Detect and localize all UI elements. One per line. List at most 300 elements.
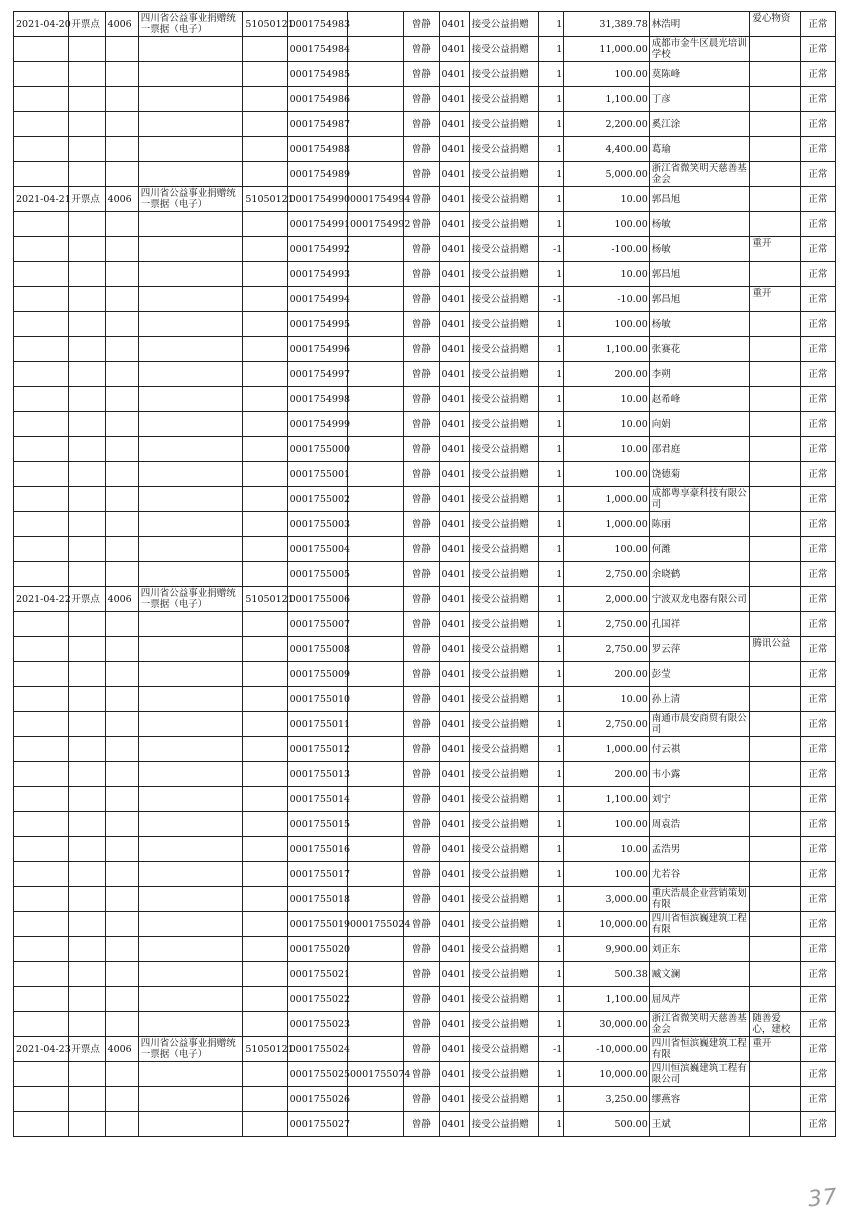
cell-item-code: 0401 [439,312,469,337]
cell-bill-code [243,812,287,837]
cell-amount: 200.00 [564,362,650,387]
cell-bill-type [138,87,243,112]
cell-bill-type [138,937,243,962]
cell-item-code: 0401 [439,537,469,562]
table-row [14,912,836,937]
cell-code [105,612,138,637]
cell-memo [750,662,800,687]
cell-item-code: 0401 [439,987,469,1012]
cell-qty: 1 [539,512,564,537]
cell-bill-type [138,262,243,287]
cell-amount: 100.00 [564,462,650,487]
cell-bill-no: 0001755025 [287,1062,347,1087]
cell-status: 正常 [800,862,835,887]
cell-issuer: 曾静 [404,537,439,562]
cell-status: 正常 [800,812,835,837]
cell-bill-no: 0001755027 [287,1112,347,1137]
cell-payer: 郭昌旭 [649,262,750,287]
table-row [14,1062,836,1087]
cell-date [14,37,69,62]
cell-dup-no [347,1112,403,1137]
cell-payer: 何潍 [649,537,750,562]
cell-qty: 1 [539,1087,564,1112]
cell-item: 接受公益捐赠 [469,1012,538,1037]
cell-bill-code [243,937,287,962]
cell-payer: 孔国祥 [649,612,750,637]
cell-memo [750,437,800,462]
cell-date: 2021-04-22 [14,587,69,612]
cell-code [105,912,138,937]
cell-code: 4006 [105,12,138,37]
cell-point [69,62,105,87]
cell-bill-type [138,387,243,412]
cell-date [14,237,69,262]
cell-code [105,787,138,812]
cell-bill-no: 0001755000 [287,437,347,462]
cell-payer: 杨敏 [649,312,750,337]
cell-point [69,762,105,787]
cell-qty: 1 [539,362,564,387]
cell-bill-code [243,562,287,587]
cell-memo [750,537,800,562]
cell-memo: 重开 [750,237,800,262]
cell-item: 接受公益捐赠 [469,1062,538,1087]
cell-item-code: 0401 [439,512,469,537]
cell-item: 接受公益捐赠 [469,1087,538,1112]
cell-amount: -10,000.00 [564,1037,650,1062]
cell-dup-no [347,162,403,187]
table-row [14,62,836,87]
cell-point: 开票点 [69,187,105,212]
cell-amount: 2,200.00 [564,112,650,137]
cell-amount: 1,000.00 [564,512,650,537]
cell-bill-code [243,737,287,762]
cell-point [69,737,105,762]
cell-bill-code [243,687,287,712]
cell-code [105,812,138,837]
cell-item: 接受公益捐赠 [469,1112,538,1137]
cell-code [105,62,138,87]
cell-payer: 宁波双龙电器有限公司 [649,587,750,612]
cell-bill-no: 0001755009 [287,662,347,687]
cell-issuer: 曾静 [404,587,439,612]
cell-dup-no [347,387,403,412]
cell-payer: 四川省恒滨巍建筑工程有限 [649,1037,750,1062]
cell-qty: 1 [539,87,564,112]
cell-dup-no [347,637,403,662]
table-row [14,287,836,312]
cell-dup-no [347,487,403,512]
cell-amount: 10.00 [564,687,650,712]
cell-status: 正常 [800,637,835,662]
cell-item-code: 0401 [439,62,469,87]
cell-point [69,487,105,512]
cell-date [14,437,69,462]
table-row [14,587,836,612]
cell-bill-code [243,837,287,862]
cell-issuer: 曾静 [404,312,439,337]
cell-bill-type [138,612,243,637]
cell-payer: 付云祺 [649,737,750,762]
cell-memo [750,787,800,812]
cell-date [14,962,69,987]
cell-amount: 10,000.00 [564,912,650,937]
cell-item-code: 0401 [439,812,469,837]
cell-amount: 31,389.78 [564,12,650,37]
cell-issuer: 曾静 [404,887,439,912]
cell-status: 正常 [800,162,835,187]
cell-memo: 爱心物资 [750,12,800,37]
cell-code [105,212,138,237]
cell-dup-no [347,37,403,62]
cell-status: 正常 [800,762,835,787]
cell-dup-no [347,662,403,687]
cell-memo: 腾讯公益 [750,637,800,662]
cell-item-code: 0401 [439,1037,469,1062]
cell-bill-no: 0001755008 [287,637,347,662]
cell-payer: 浙江省微笑明天慈善基金会 [649,162,750,187]
cell-payer: 向娟 [649,412,750,437]
cell-date [14,87,69,112]
cell-payer: 尤若谷 [649,862,750,887]
table-row [14,337,836,362]
cell-amount: 200.00 [564,762,650,787]
cell-point [69,387,105,412]
cell-code [105,362,138,387]
cell-point: 开票点 [69,12,105,37]
cell-code [105,662,138,687]
cell-status: 正常 [800,1012,835,1037]
cell-bill-type [138,662,243,687]
cell-dup-no [347,987,403,1012]
cell-bill-type: 四川省公益事业捐赠统一票据（电子） [138,587,243,612]
cell-dup-no [347,137,403,162]
cell-issuer: 曾静 [404,137,439,162]
cell-code [105,462,138,487]
cell-amount: 2,750.00 [564,612,650,637]
cell-dup-no [347,537,403,562]
cell-bill-no: 0001755011 [287,712,347,737]
cell-qty: 1 [539,1112,564,1137]
cell-code [105,1112,138,1137]
cell-date [14,687,69,712]
cell-issuer: 曾静 [404,87,439,112]
cell-memo [750,937,800,962]
cell-memo [750,587,800,612]
table-row [14,512,836,537]
cell-date [14,487,69,512]
cell-issuer: 曾静 [404,212,439,237]
cell-qty: 1 [539,987,564,1012]
cell-code [105,112,138,137]
cell-bill-type [138,337,243,362]
cell-code [105,987,138,1012]
cell-issuer: 曾静 [404,237,439,262]
cell-issuer: 曾静 [404,1012,439,1037]
cell-payer: 屈凤芹 [649,987,750,1012]
cell-bill-no: 0001754993 [287,262,347,287]
cell-item: 接受公益捐赠 [469,637,538,662]
cell-item-code: 0401 [439,612,469,637]
cell-payer: 奚江涂 [649,112,750,137]
cell-bill-type [138,862,243,887]
cell-code [105,1062,138,1087]
cell-issuer: 曾静 [404,837,439,862]
cell-issuer: 曾静 [404,412,439,437]
cell-issuer: 曾静 [404,437,439,462]
cell-bill-no: 0001755023 [287,1012,347,1037]
cell-amount: 1,000.00 [564,737,650,762]
table-row [14,662,836,687]
cell-memo [750,1112,800,1137]
cell-amount: 10.00 [564,437,650,462]
cell-code: 4006 [105,1037,138,1062]
table-row [14,737,836,762]
cell-bill-no: 0001755012 [287,737,347,762]
cell-issuer: 曾静 [404,787,439,812]
cell-bill-code [243,962,287,987]
cell-bill-code [243,787,287,812]
cell-bill-code [243,662,287,687]
cell-qty: 1 [539,537,564,562]
table-row [14,1012,836,1037]
cell-item-code: 0401 [439,437,469,462]
cell-memo [750,387,800,412]
cell-qty: 1 [539,712,564,737]
cell-point [69,437,105,462]
cell-bill-no: 0001755016 [287,837,347,862]
cell-date [14,387,69,412]
cell-date [14,262,69,287]
cell-bill-type [138,362,243,387]
cell-date [14,787,69,812]
cell-bill-no: 0001754996 [287,337,347,362]
cell-dup-no [347,12,403,37]
cell-dup-no [347,262,403,287]
cell-memo [750,1062,800,1087]
cell-item: 接受公益捐赠 [469,512,538,537]
cell-bill-no: 0001755024 [287,1037,347,1062]
cell-bill-type [138,712,243,737]
cell-amount: 10.00 [564,837,650,862]
table-row [14,112,836,137]
donation-ledger-table [13,11,836,1137]
cell-issuer: 曾静 [404,762,439,787]
cell-date [14,62,69,87]
cell-item: 接受公益捐赠 [469,987,538,1012]
cell-dup-no [347,1087,403,1112]
cell-bill-no: 0001755020 [287,937,347,962]
cell-payer: 王斌 [649,1112,750,1137]
cell-memo [750,137,800,162]
cell-payer: 重庆浩晨企业营销策划有限 [649,887,750,912]
cell-item: 接受公益捐赠 [469,887,538,912]
cell-qty: 1 [539,937,564,962]
cell-item-code: 0401 [439,212,469,237]
cell-point [69,862,105,887]
cell-memo [750,987,800,1012]
cell-code [105,937,138,962]
cell-bill-type: 四川省公益事业捐赠统一票据（电子） [138,187,243,212]
cell-code [105,512,138,537]
cell-memo [750,812,800,837]
cell-bill-type [138,737,243,762]
cell-bill-type [138,987,243,1012]
cell-status: 正常 [800,1037,835,1062]
cell-code [105,837,138,862]
cell-status: 正常 [800,987,835,1012]
cell-item-code: 0401 [439,87,469,112]
cell-amount: 1,100.00 [564,987,650,1012]
cell-bill-code [243,537,287,562]
cell-memo [750,462,800,487]
cell-bill-no: 0001755026 [287,1087,347,1112]
cell-point: 开票点 [69,587,105,612]
cell-code [105,37,138,62]
cell-bill-no: 0001755007 [287,612,347,637]
table-row [14,262,836,287]
cell-amount: 1,000.00 [564,487,650,512]
cell-qty: 1 [539,812,564,837]
cell-date [14,737,69,762]
cell-date [14,512,69,537]
cell-qty: 1 [539,12,564,37]
cell-bill-no: 0001755002 [287,487,347,512]
cell-point [69,812,105,837]
cell-bill-code [243,212,287,237]
cell-status: 正常 [800,462,835,487]
cell-code [105,1012,138,1037]
cell-memo [750,687,800,712]
cell-bill-type [138,962,243,987]
cell-bill-code [243,362,287,387]
cell-dup-no [347,337,403,362]
cell-issuer: 曾静 [404,637,439,662]
cell-bill-type [138,687,243,712]
cell-payer: 赵希峰 [649,387,750,412]
cell-bill-code [243,487,287,512]
cell-bill-no: 0001755022 [287,987,347,1012]
cell-code [105,737,138,762]
cell-amount: 100.00 [564,312,650,337]
cell-memo [750,187,800,212]
cell-qty: 1 [539,487,564,512]
cell-payer: 四川恒滨巍建筑工程有限公司 [649,1062,750,1087]
cell-status: 正常 [800,212,835,237]
cell-item: 接受公益捐赠 [469,62,538,87]
cell-issuer: 曾静 [404,987,439,1012]
cell-payer: 陈丽 [649,512,750,537]
cell-dup-no [347,287,403,312]
cell-payer: 葛瑜 [649,137,750,162]
table-row [14,962,836,987]
cell-payer: 南通市晨安商贸有限公司 [649,712,750,737]
cell-issuer: 曾静 [404,487,439,512]
cell-item-code: 0401 [439,262,469,287]
cell-point [69,837,105,862]
cell-point [69,912,105,937]
cell-issuer: 曾静 [404,1062,439,1087]
cell-status: 正常 [800,62,835,87]
cell-bill-type [138,837,243,862]
cell-point [69,112,105,137]
cell-qty: 1 [539,437,564,462]
cell-bill-code [243,237,287,262]
cell-dup-no [347,837,403,862]
cell-memo [750,262,800,287]
cell-payer: 孙上清 [649,687,750,712]
cell-memo [750,762,800,787]
cell-bill-type [138,1062,243,1087]
cell-issuer: 曾静 [404,612,439,637]
cell-point [69,962,105,987]
cell-bill-code [243,862,287,887]
cell-date [14,887,69,912]
cell-bill-no: 0001754997 [287,362,347,387]
cell-dup-no: 0001754994 [347,187,403,212]
cell-amount: 100.00 [564,812,650,837]
cell-point [69,537,105,562]
cell-item: 接受公益捐赠 [469,762,538,787]
cell-date [14,337,69,362]
cell-status: 正常 [800,687,835,712]
cell-memo [750,1087,800,1112]
cell-bill-code [243,87,287,112]
cell-status: 正常 [800,562,835,587]
cell-amount: 2,750.00 [564,637,650,662]
cell-point [69,887,105,912]
cell-memo [750,962,800,987]
table-row [14,12,836,37]
cell-bill-no: 0001754999 [287,412,347,437]
cell-date [14,537,69,562]
cell-issuer: 曾静 [404,662,439,687]
cell-point [69,1087,105,1112]
cell-bill-code [243,112,287,137]
cell-item-code: 0401 [439,912,469,937]
cell-bill-no: 0001755010 [287,687,347,712]
cell-payer: 孟浩男 [649,837,750,862]
cell-qty: 1 [539,662,564,687]
cell-dup-no [347,362,403,387]
cell-memo: 随善爱心，建校 [750,1012,800,1037]
cell-bill-type [138,537,243,562]
cell-item-code: 0401 [439,362,469,387]
cell-qty: 1 [539,737,564,762]
table-row [14,687,836,712]
cell-status: 正常 [800,437,835,462]
cell-item: 接受公益捐赠 [469,537,538,562]
cell-bill-code: 51050121 [243,1037,287,1062]
cell-point [69,1062,105,1087]
cell-status: 正常 [800,37,835,62]
cell-date [14,637,69,662]
cell-bill-type [138,437,243,462]
table-row [14,412,836,437]
cell-code [105,562,138,587]
cell-item: 接受公益捐赠 [469,487,538,512]
cell-bill-type: 四川省公益事业捐赠统一票据（电子） [138,12,243,37]
cell-memo [750,37,800,62]
cell-item-code: 0401 [439,187,469,212]
table-row [14,812,836,837]
cell-point [69,1112,105,1137]
cell-bill-type [138,62,243,87]
cell-dup-no [347,862,403,887]
cell-amount: 11,000.00 [564,37,650,62]
cell-bill-no: 0001754998 [287,387,347,412]
cell-bill-type [138,212,243,237]
